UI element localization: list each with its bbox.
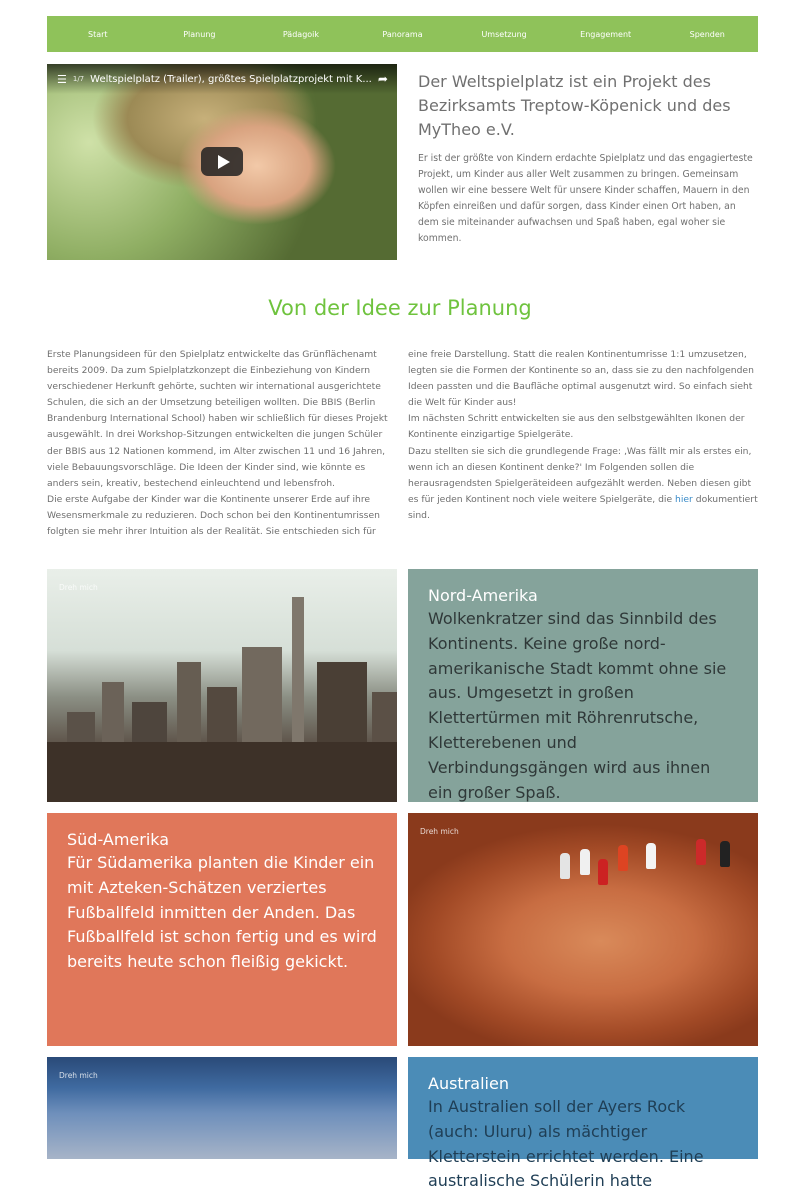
- play-button[interactable]: [201, 147, 243, 176]
- dreh-mich-label: Dreh mich: [59, 1071, 98, 1080]
- flip-tile-sued-amerika-image[interactable]: [408, 813, 758, 1046]
- nav-item-umsetzung[interactable]: Umsetzung: [481, 29, 527, 39]
- tile-sued-amerika: [47, 813, 397, 1046]
- tile-text: Wolkenkratzer sind das Sinnbild des Kontinents. Keine große nord-amerikanische Stadt kommt ohne sie aus. Umgesetzt in großen Klettertürmen mit Röhrenrutsche, Kletterebenen und Verbindungsgängen wird aus ihnen ein großer Spaß.: [428, 609, 727, 802]
- paragraph: Im nächsten Schritt entwickelten sie aus den selbstgewählten Ikonen der Kontinente einzigartige Spielgeräte.: [408, 413, 745, 441]
- paragraph: Die erste Aufgabe der Kinder war die Kontinente unserer Erde auf ihre Wesensmerkmale zu reduzieren. Doch schon bei den Kontinentumrissen folgten sie mehr ihrer Intuition als der Realität. Sie entschieden sich für: [47, 493, 380, 538]
- flip-tile-nord-amerika-image[interactable]: [47, 569, 397, 802]
- video-player[interactable]: [47, 64, 397, 260]
- paragraph-text: Dazu stellten sie sich die grundlegende Frage: ‚Was fällt mir als erstes ein, wenn ich an diesen Kontinent denke?' Im Folgenden sollen die herausragendsten Spielgeräteideen aufgezählt werden. Neben diesen gibt es für jeden Kontinent noch viele weitere Spielgeräte, die: [408, 445, 752, 505]
- tile-title: Australien: [428, 1074, 509, 1093]
- tile-australien: [408, 1057, 758, 1191]
- paragraph: [408, 444, 758, 524]
- dreh-mich-label: Dreh mich: [59, 583, 98, 592]
- main-nav: [47, 16, 758, 52]
- flip-tile-australien-image[interactable]: [47, 1057, 397, 1159]
- playlist-icon[interactable]: ☰: [57, 72, 67, 86]
- section-title: Von der Idee zur Planung: [268, 296, 532, 320]
- text-column-right: [408, 347, 758, 524]
- nav-item-panorama[interactable]: Panorama: [382, 29, 423, 39]
- intro-heading: Der Weltspielplatz ist ein Projekt des Bezirksamts Treptow-Köpenick und des MyTheo e.V.: [418, 72, 731, 139]
- nav-item-engagement[interactable]: Engagement: [580, 29, 632, 39]
- nav-item-planung[interactable]: Planung: [183, 29, 216, 39]
- text-column-left: [47, 347, 397, 540]
- paragraph-text: dokumentiert sind.: [408, 493, 758, 521]
- tile-title: Nord-Amerika: [428, 586, 538, 605]
- paragraph: Erste Planungsideen für den Spielplatz entwickelte das Grünflächenamt bereits 2009. Da zum Spielplatzkonzept die Einbeziehung von Kindern verschiedener Herkunft gehörte, suchten wir international ausgerichtete Schulen, die sich an der Umsetzung beteiligen wollten. Die BBIS (Berlin Brandenburg International School) haben wir schließlich für dieses Projekt ausgewählt. In drei Workshop-Sitzungen entwickelten die jungen Schüler der BBIS aus 12 Nationen kommend, im Alter zwischen 11 und 16 Jahren, viele Bebauungsvorschläge. Die Ideen der Kinder sind, wie könnte es anders sein, kreativ, bestechend einleuchtend und lebensfroh.: [47, 349, 388, 489]
- tile-nord-amerika: [408, 569, 758, 802]
- video-topbar: [47, 64, 397, 94]
- dreh-mich-label: Dreh mich: [420, 827, 459, 836]
- tile-text: In Australien soll der Ayers Rock (auch: Uluru) als mächtiger Kletterstein errichtet werden. Eine australische Schülerin hatte: [428, 1097, 704, 1191]
- share-icon[interactable]: ➦: [377, 72, 388, 86]
- nav-item-paedagogik[interactable]: Pädagoik: [282, 29, 320, 39]
- tile-title: Süd-Amerika: [67, 830, 170, 849]
- tile-text: Für Südamerika planten die Kinder ein mit Azteken-Schätzen verziertes Fußballfeld inmitten der Anden. Das Fußballfeld ist schon fertig und es wird bereits heute schon fleißig gekickt.: [67, 853, 377, 972]
- hier-link[interactable]: hier: [675, 493, 693, 505]
- playlist-counter: 1/7: [72, 75, 85, 83]
- video-title[interactable]: Weltspielplatz (Trailer), größtes Spielplatzprojekt mit K...: [90, 73, 372, 85]
- paragraph: eine freie Darstellung. Statt die realen Kontinentumrisse 1:1 umzusetzen, legten sie die Formen der Kontinente so an, dass sie zu den nachfolgenden Ideen passten und die Baufläche optimal ausgenutzt wird. So einfach sieht die Welt für Kinder aus!: [408, 349, 754, 409]
- intro-text: Er ist der größte von Kindern erdachte Spielplatz und das engagierteste Projekt, um Kinder aus aller Welt zusammen zu bringen. Gemeinsam wollen wir eine bessere Welt für unsere Kinder schaffen, Mauern in den Köpfen einreißen und dafür sorgen, dass Kinder einen Ort haben, an dem sie miteinander aufwachsen und Spaß haben, egal woher sie kommen.: [418, 153, 753, 244]
- nav-item-spenden[interactable]: Spenden: [689, 29, 725, 39]
- nav-item-start[interactable]: Start: [88, 29, 108, 39]
